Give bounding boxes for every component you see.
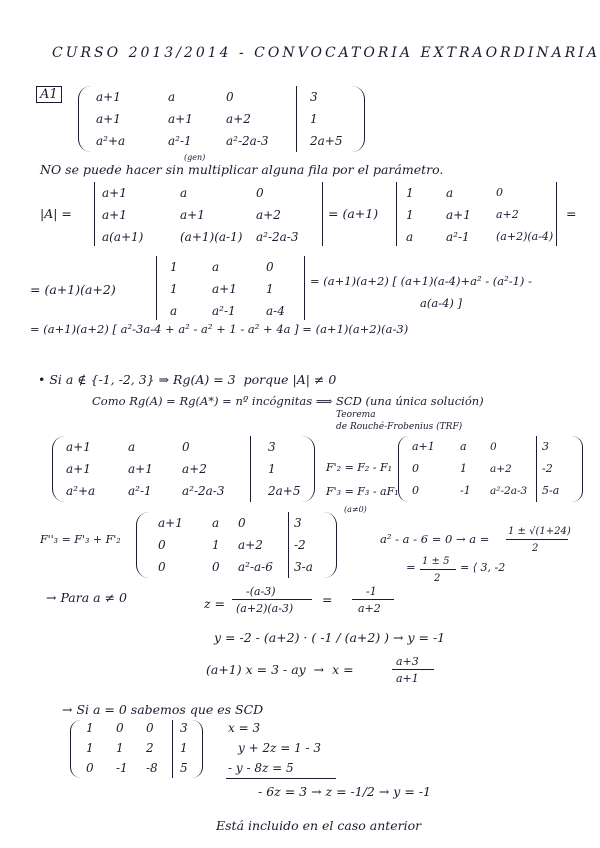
page-title: CURSO 2013/2014 - CONVOCATORIA EXTRAORDINARIA	[52, 45, 600, 61]
gauss-b-col1: a+1 0 0	[412, 440, 435, 497]
matrix-rhs: 3 1 2a+5	[310, 90, 343, 148]
matrix-left-paren	[78, 86, 91, 152]
gauss-op2-note: (a≠0)	[344, 505, 367, 514]
det-m1-col2: a a+1 (a+1)(a-1)	[180, 186, 243, 244]
augment-bar	[296, 86, 297, 152]
case0-final: - 6z = 3 → z = -1/2 → y = -1	[258, 784, 431, 799]
note-line: NO se puede hacer sin multiplicar alguna fila por el parámetro.	[40, 162, 444, 177]
det-eq2: = (a+1)(a+2) [ (a+1)(a-4)+a² - (a²-1) -	[310, 274, 532, 288]
gauss-a-rhs: 3 1 2a+5	[268, 440, 301, 498]
det-m3-col1: 1 1 a	[170, 260, 178, 318]
matrix-col3: 0 a+2 a²-2a-3	[226, 90, 269, 148]
sol-z-den2: a+2	[358, 602, 381, 615]
case1-teorema1: Teorema	[336, 410, 376, 420]
det-m1-col3: 0 a+2 a²-2a-3	[256, 186, 299, 244]
gauss-op2: F'₃ = F₃ - aF₁	[326, 485, 399, 498]
case0-col3: 0 2 -8	[146, 721, 158, 775]
quad-frac2-line	[420, 569, 456, 570]
quad-eq2: =	[406, 560, 416, 574]
det2-bar-right	[556, 182, 557, 246]
matrix-right-paren	[352, 86, 365, 152]
gauss-op3: F''₃ = F'₃ + F'₂	[40, 533, 121, 546]
case0-line: → Si a = 0 sabemos que es SCD	[62, 702, 264, 717]
case1-teorema2: de Rouché-Frobenius (TRF)	[336, 422, 463, 432]
det-bar-left	[94, 182, 95, 246]
gauss-c-col3: 0 a+2 a²-a-6	[238, 516, 273, 574]
sol-z-lhs: z =	[204, 596, 226, 611]
gauss-a-col1: a+1 a+1 a²+a	[66, 440, 96, 498]
det-lead2: = (a+1)(a+2)	[30, 282, 116, 297]
gauss-b-col2: a 1 -1	[460, 440, 471, 497]
quad-line1: a² - a - 6 = 0 → a =	[380, 532, 490, 546]
quad-den1: 2	[532, 543, 539, 554]
det-m3-col2: a a+1 a²-1	[212, 260, 237, 318]
det-bar-right	[322, 182, 323, 246]
case1-line2: Como Rg(A) = Rg(A*) = nº incógnitas ⟹ SCD (una única solución)	[92, 394, 484, 408]
det-m2-col2: a a+1 a²-1	[446, 186, 471, 244]
det3-bar-right	[304, 256, 305, 320]
det-lhs: |A| =	[40, 206, 72, 221]
gauss-c-left-paren	[136, 512, 149, 578]
case0-rhs: 3 1 5	[180, 721, 188, 775]
gauss-b-left-paren	[398, 436, 409, 502]
gauss-c-col1: a+1 0 0	[158, 516, 183, 574]
gauss-c-bar	[288, 512, 289, 578]
case0-right-paren	[192, 720, 203, 778]
quad-num2: 1 ± 5	[422, 556, 450, 567]
case1-line1: • Si a ∉ {-1, -2, 3} ⇒ Rg(A) = 3 porque |A| ≠ 0	[38, 372, 337, 387]
gauss-a-col3: 0 a+2 a²-2a-3	[182, 440, 225, 498]
gauss-b-right-paren	[572, 436, 583, 502]
case0-bar	[172, 720, 173, 778]
matrix-col2: a a+1 a²-1	[168, 90, 193, 148]
sol-z-frac2-line	[352, 599, 394, 600]
gauss-b-col3: 0 a+2 a²-2a-3	[490, 441, 528, 497]
sol-z-num: -(a-3)	[246, 585, 276, 598]
gauss-a-right-paren	[302, 436, 315, 502]
det-m3-col3: 0 1 a-4	[266, 260, 285, 318]
gauss-op1: F'₂ = F₂ - F₁	[326, 461, 393, 474]
det-m2-col1: 1 1 a	[406, 186, 414, 244]
gauss-c-rhs: 3 -2 3-a	[294, 516, 313, 574]
quad-den2: 2	[434, 573, 441, 584]
sol-z-eq: =	[322, 592, 333, 607]
gauss-c-right-paren	[324, 512, 337, 578]
sol-x-lhs: (a+1) x = 3 - ay → x =	[206, 662, 354, 677]
sol-z-den: (a+2)(a-3)	[236, 602, 294, 615]
det-eq: = (a+1)	[328, 206, 379, 221]
det2-bar-left	[396, 182, 397, 246]
gauss-c-col2: a 1 0	[212, 516, 220, 574]
sol-x-num: a+3	[396, 655, 419, 668]
gauss-a-col2: a a+1 a²-1	[128, 440, 153, 498]
matrix-col1: a+1 a+1 a²+a	[96, 90, 126, 148]
sol-para: → Para a ≠ 0	[46, 590, 127, 605]
det-trail: =	[566, 206, 577, 221]
problem-label: A1	[36, 86, 62, 103]
note-annotation: (gen)	[184, 153, 206, 162]
det-m1-col1: a+1 a+1 a(a+1)	[102, 186, 144, 244]
det-eq2b: a(a-4) ]	[420, 296, 463, 310]
sol-x-frac-line	[392, 669, 434, 670]
case0-col1: 1 1 0	[86, 721, 94, 775]
case0-left-paren	[70, 720, 81, 778]
sol-x-den: a+1	[396, 672, 419, 685]
gauss-b-bar	[536, 436, 537, 502]
sol-y-line: y = -2 - (a+2) · ( -1 / (a+2) ) → y = -1	[214, 630, 446, 645]
case0-col2: 0 1 -1	[116, 721, 128, 775]
sol-z-frac-line	[232, 599, 312, 600]
case0-sum-line	[226, 778, 336, 779]
gauss-a-left-paren	[52, 436, 65, 502]
case0-closing: Está incluido en el caso anterior	[216, 818, 422, 833]
gauss-b-rhs: 3 -2 5-a	[542, 440, 560, 497]
quad-result: = ⟨ 3, -2	[460, 561, 506, 574]
det3-bar-left	[156, 256, 157, 320]
det-eq3: = (a+1)(a+2) [ a²-3a-4 + a² - a² + 1 - a² + 4a ] = (a+1)(a+2)(a-3)	[30, 322, 409, 336]
quad-frac1-line	[506, 539, 568, 540]
sol-z-num2: -1	[366, 585, 377, 598]
quad-num1: 1 ± √(1+24)	[508, 526, 571, 537]
gauss-a-bar	[250, 436, 251, 502]
det-m2-col3: 0 a+2 (a+2)(a-4)	[496, 186, 554, 243]
case0-equations: x = 3 y + 2z = 1 - 3 - y - 8z = 5	[228, 721, 322, 775]
